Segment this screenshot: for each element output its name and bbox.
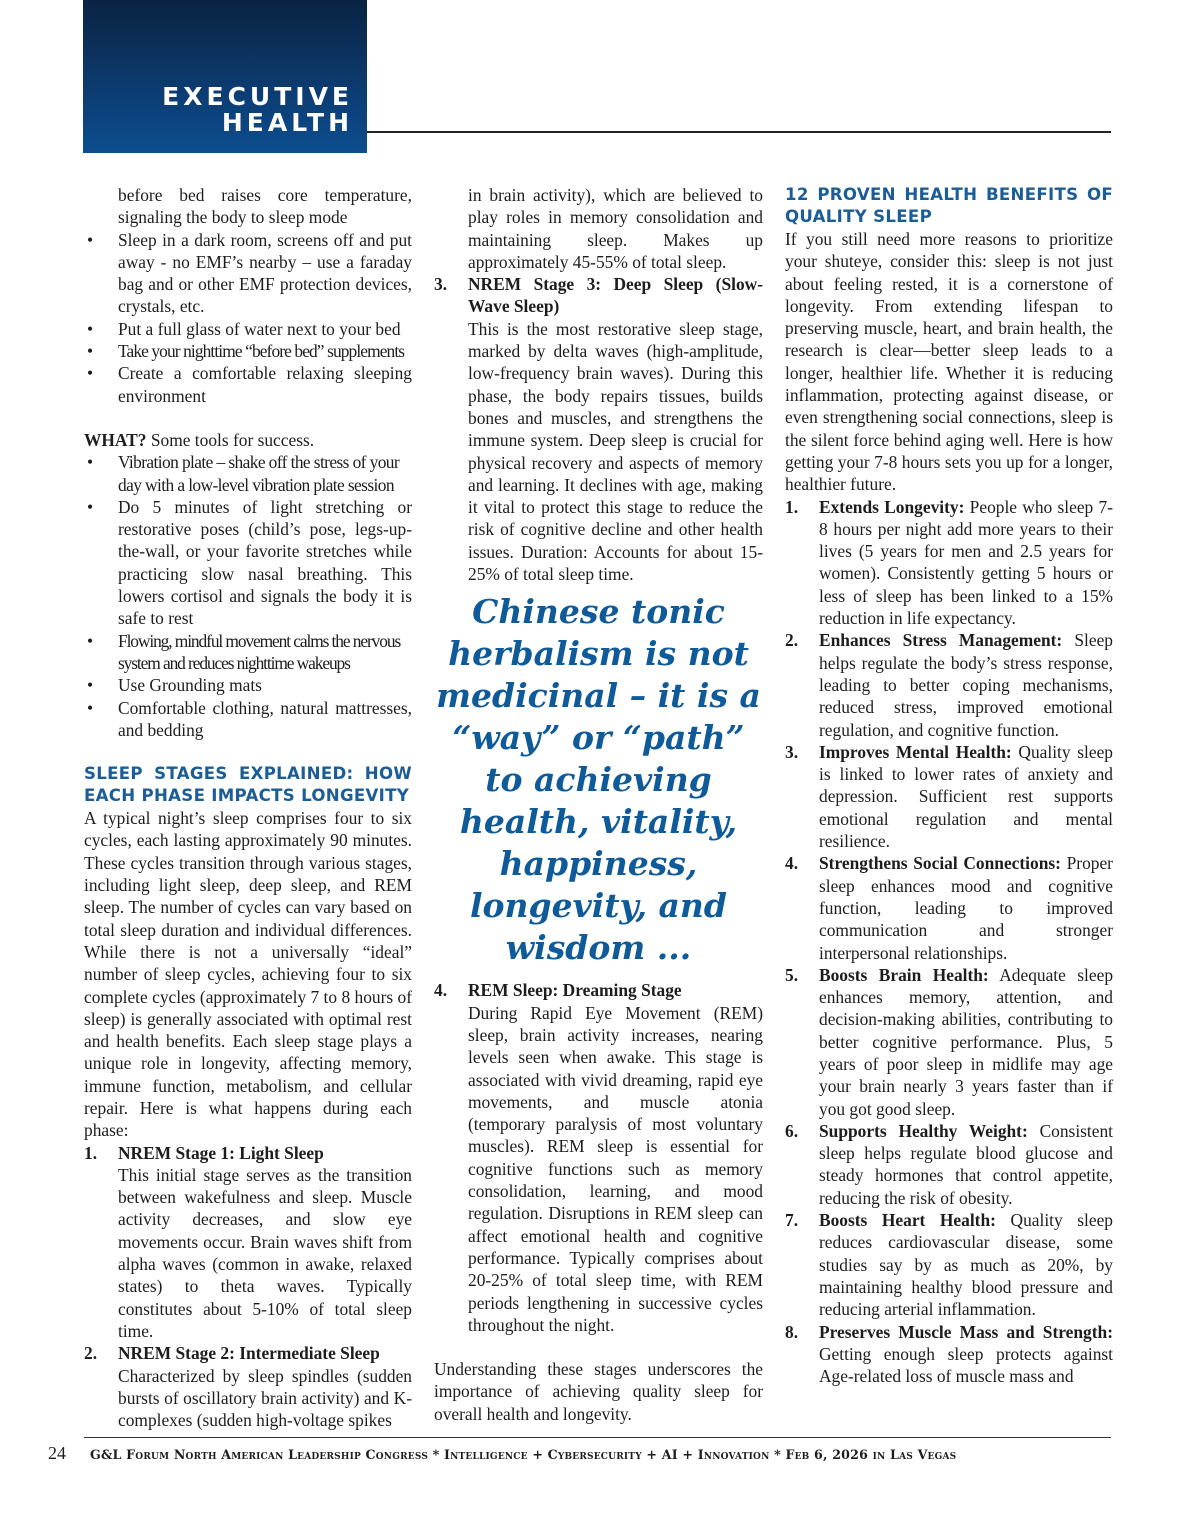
item-body: Quality sleep reduces cardiovascular disease, some studies say by as much as 20%, by maintaining healthy blood pressure and reducing arterial inflammation. [819,1210,1113,1320]
benefits-heading: 12 PROVEN HEALTH BENEFITS OF QUALITY SLEEP [785,185,1113,226]
footer-running-title: G&L Forum North American Leadership Congress * Intelligence + Cybersecurity + AI + Innovation * Feb 6, 2026 in Las Vegas [90,1447,957,1462]
item-body: Proper sleep enhances mood and cognitive function, leading to improved communication and stronger interpersonal relationships. [819,853,1113,963]
item-number: 4. [434,980,448,1001]
section-title-line2: HEALTH [221,108,353,137]
item-body: Getting enough sleep protects against Age-related loss of muscle mass and [819,1343,1113,1387]
item-number: 3. [785,741,799,762]
list-item [785,741,1113,852]
list-item [434,979,763,1336]
item-body: This is the most restorative sleep stage, marked by delta waves (high-amplitude, low-frequency brain waves). During this phase, the body repairs tissues, builds bones and muscles, and strengthens the immune system. Deep sleep is crucial for physical recovery and aspects of memory and learning. It declines with age, making it vital to protect this stage to reduce the risk of cognitive decline and other health issues. Duration: Accounts for about 15-25% of total sleep time. [468,318,763,585]
list-item: • Comfortable clothing, natural mattresses, and bedding [84,697,412,742]
list-item: • Put a full glass of water next to your bed [84,318,412,340]
column-3 [785,184,1113,1387]
item-number: 4. [785,853,799,874]
list-item: • Flowing, mindful movement calms the nervous system and reduces nighttime wakeups [84,630,412,675]
header-rule [367,131,1111,133]
list-item: • Create a comfortable relaxing sleeping environment [84,362,412,407]
list-item: • Do 5 minutes of light stretching or restorative poses (child’s pose, legs-up-the-wall, or your favorite stretches while practicing slow nasal breathing. This lowers cortisol and signals the body it is safe to rest [84,496,412,630]
item-number: 3. [434,274,448,295]
page-number: 24 [48,1443,66,1463]
item-title: Boosts Heart Health: [819,1210,996,1231]
list-item: • Vibration plate – shake off the stress of your day with a low-level vibration plate session [84,451,412,496]
item-title: Strengthens Social Connections: [819,853,1061,874]
item-body: Consistent sleep helps regulate blood glucose and steady hormones that control appetite, reducing the risk of obesity. [819,1120,1113,1208]
list-item: • Sleep in a dark room, screens off and put away - no EMF’s nearby – use a faraday bag and or other EMF protection devices, crystals, etc. [84,229,412,318]
list-item [785,852,1113,963]
item-body: Sleep helps regulate the body’s stress response, leading to better coping mechanisms, reduced stress, improved emotional regulation, and cognitive function. [819,630,1113,740]
section-title-line1: EXECUTIVE [162,82,353,111]
list-item [785,1321,1113,1388]
footer-rule [84,1437,1111,1438]
what-line [84,429,412,451]
item-title: Extends Longevity: [819,496,965,517]
item-title: Preserves Muscle Mass and Strength: [819,1321,1113,1342]
section-header-block [83,0,367,153]
item-body: This initial stage serves as the transition between wakefulness and sleep. Muscle activity decreases, and slow eye movements occur. Brain waves shift from alpha waves (common in awake, relaxed states) to theta waves. Typically constitutes about 5-10% of total sleep time. [118,1164,412,1341]
what-text: Some tools for success. [146,429,315,450]
item-number: 1. [785,496,799,517]
item-number: 2. [84,1343,98,1364]
section-title [162,84,353,136]
item-number: 1. [84,1142,98,1163]
item-number: 6. [785,1120,799,1141]
item-body: People who sleep 7-8 hours per night add more years to their lives (5 years for men and 2.5 years for women). Consistently getting 5 hours or less of sleep has been linked to a 15% reduction in life expectancy. [819,496,1113,629]
column-2 [434,184,763,1425]
sleep-stages-heading: SLEEP STAGES EXPLAINED: HOW EACH PHASE IMPACTS LONGEVITY [84,764,412,806]
closing-paragraph: Understanding these stages underscores the importance of achieving quality sleep for overall health and longevity. [434,1359,763,1424]
list-item [84,1142,412,1343]
bullet-list-what [84,451,412,741]
item-number: 7. [785,1210,799,1231]
bullet-continuation-line2: signaling the body to sleep mode [118,207,348,228]
item-number: 2. [785,630,799,651]
item-title: Boosts Brain Health: [819,964,989,985]
item-title: Improves Mental Health: [819,741,1012,762]
item-body: Quality sleep is linked to lower rates of anxiety and depression. Sufficient rest supports emotional regulation and mental resilience. [819,741,1113,852]
list-item [84,1342,412,1431]
list-item [785,964,1113,1120]
item-title: NREM Stage 1: Light Sleep [118,1142,324,1163]
stage-list-col2a [434,273,763,585]
list-item [785,629,1113,740]
item-body: Characterized by sleep spindles (sudden bursts of oscillatory brain activity) and K-complexes (sudden high-voltage spikes [118,1365,412,1431]
item-body: During Rapid Eye Movement (REM) sleep, brain activity increases, nearing levels seen when awake. This stage is associated with vivid dreaming, rapid eye movements, and muscle atonia (temporary paralysis of most voluntary muscles). REM sleep is essential for cognitive functions such as memory consolidation, learning, and mood regulation. Disruptions in REM sleep can affect emotional health and cognitive performance. Typically comprises about 20-25% of total sleep time, with REM periods lengthening in successive cycles throughout the night. [468,1002,763,1335]
stage-list-col2b [434,979,763,1336]
item-body: Adequate sleep enhances memory, attention, and decision-making abilities, contributing to better cognitive performance. Plus, 5 years of poor sleep in midlife may age your brain nearly 3 years faster than if you got good sleep. [819,964,1114,1119]
item-title: Supports Healthy Weight: [819,1120,1028,1141]
item-title: REM Sleep: Dreaming Stage [468,980,682,1001]
list-item [785,496,1113,630]
item-number: 5. [785,964,799,985]
list-item [785,1209,1113,1320]
item-number: 8. [785,1321,799,1342]
bullet-continuation-line1: before bed raises core temperature, [118,185,412,205]
stage-list-col1 [84,1142,412,1432]
column-1 [84,184,412,1431]
what-label: WHAT? [84,429,147,450]
list-item: • Take your nighttime “before bed” supplements [84,340,412,362]
list-item [434,273,763,585]
list-item: • Use Grounding mats [84,674,412,696]
item-title: Enhances Stress Management: [819,630,1063,651]
bullet-list-how [84,229,412,407]
stage2-continuation: in brain activity), which are believed to play roles in memory consolidation and maintaining sleep. Makes up approximately 45-55% of total sleep. [468,185,763,272]
item-title: NREM Stage 2: Intermediate Sleep [118,1343,380,1364]
benefits-intro: If you still need more reasons to prioritize your shuteye, consider this: sleep is not just about feeling rested, it is a cornerstone of longevity. From extending lifespan to preserving muscle, heart, and brain health, the research is clear—better sleep leads to a longer, healthier life. Whether it is reducing inflammation, protecting against disease, or even strengthening social connections, sleep is the silent force behind aging well. Here is how getting your 7-8 hours sets you up for a longer, healthier future. [785,229,1113,495]
sleep-stages-intro: A typical night’s sleep comprises four to six cycles, each lasting approximately 90 minutes. These cycles transition through various stages, including light sleep, deep sleep, and REM sleep. The number of cycles can vary based on total sleep duration and individual differences. While there is not a universally “ideal” number of sleep cycles, achieving four to six complete cycles (approximately 7 to 8 hours of sleep) is generally associated with optimal rest and health benefits. Each sleep stage plays a unique role in longevity, affecting memory, immune function, metabolism, and cellular repair. Here is what happens during each phase: [84,808,412,1141]
benefits-list [785,496,1113,1388]
item-title: NREM Stage 3: Deep Sleep (Slow-Wave Sleep) [468,274,763,317]
pull-quote: Chinese tonic herbalism is not medicinal – it is a “way” or “path” to achieving health, vitality, happiness, longevity, and wisdom ... [436,592,761,968]
list-item [785,1120,1113,1209]
